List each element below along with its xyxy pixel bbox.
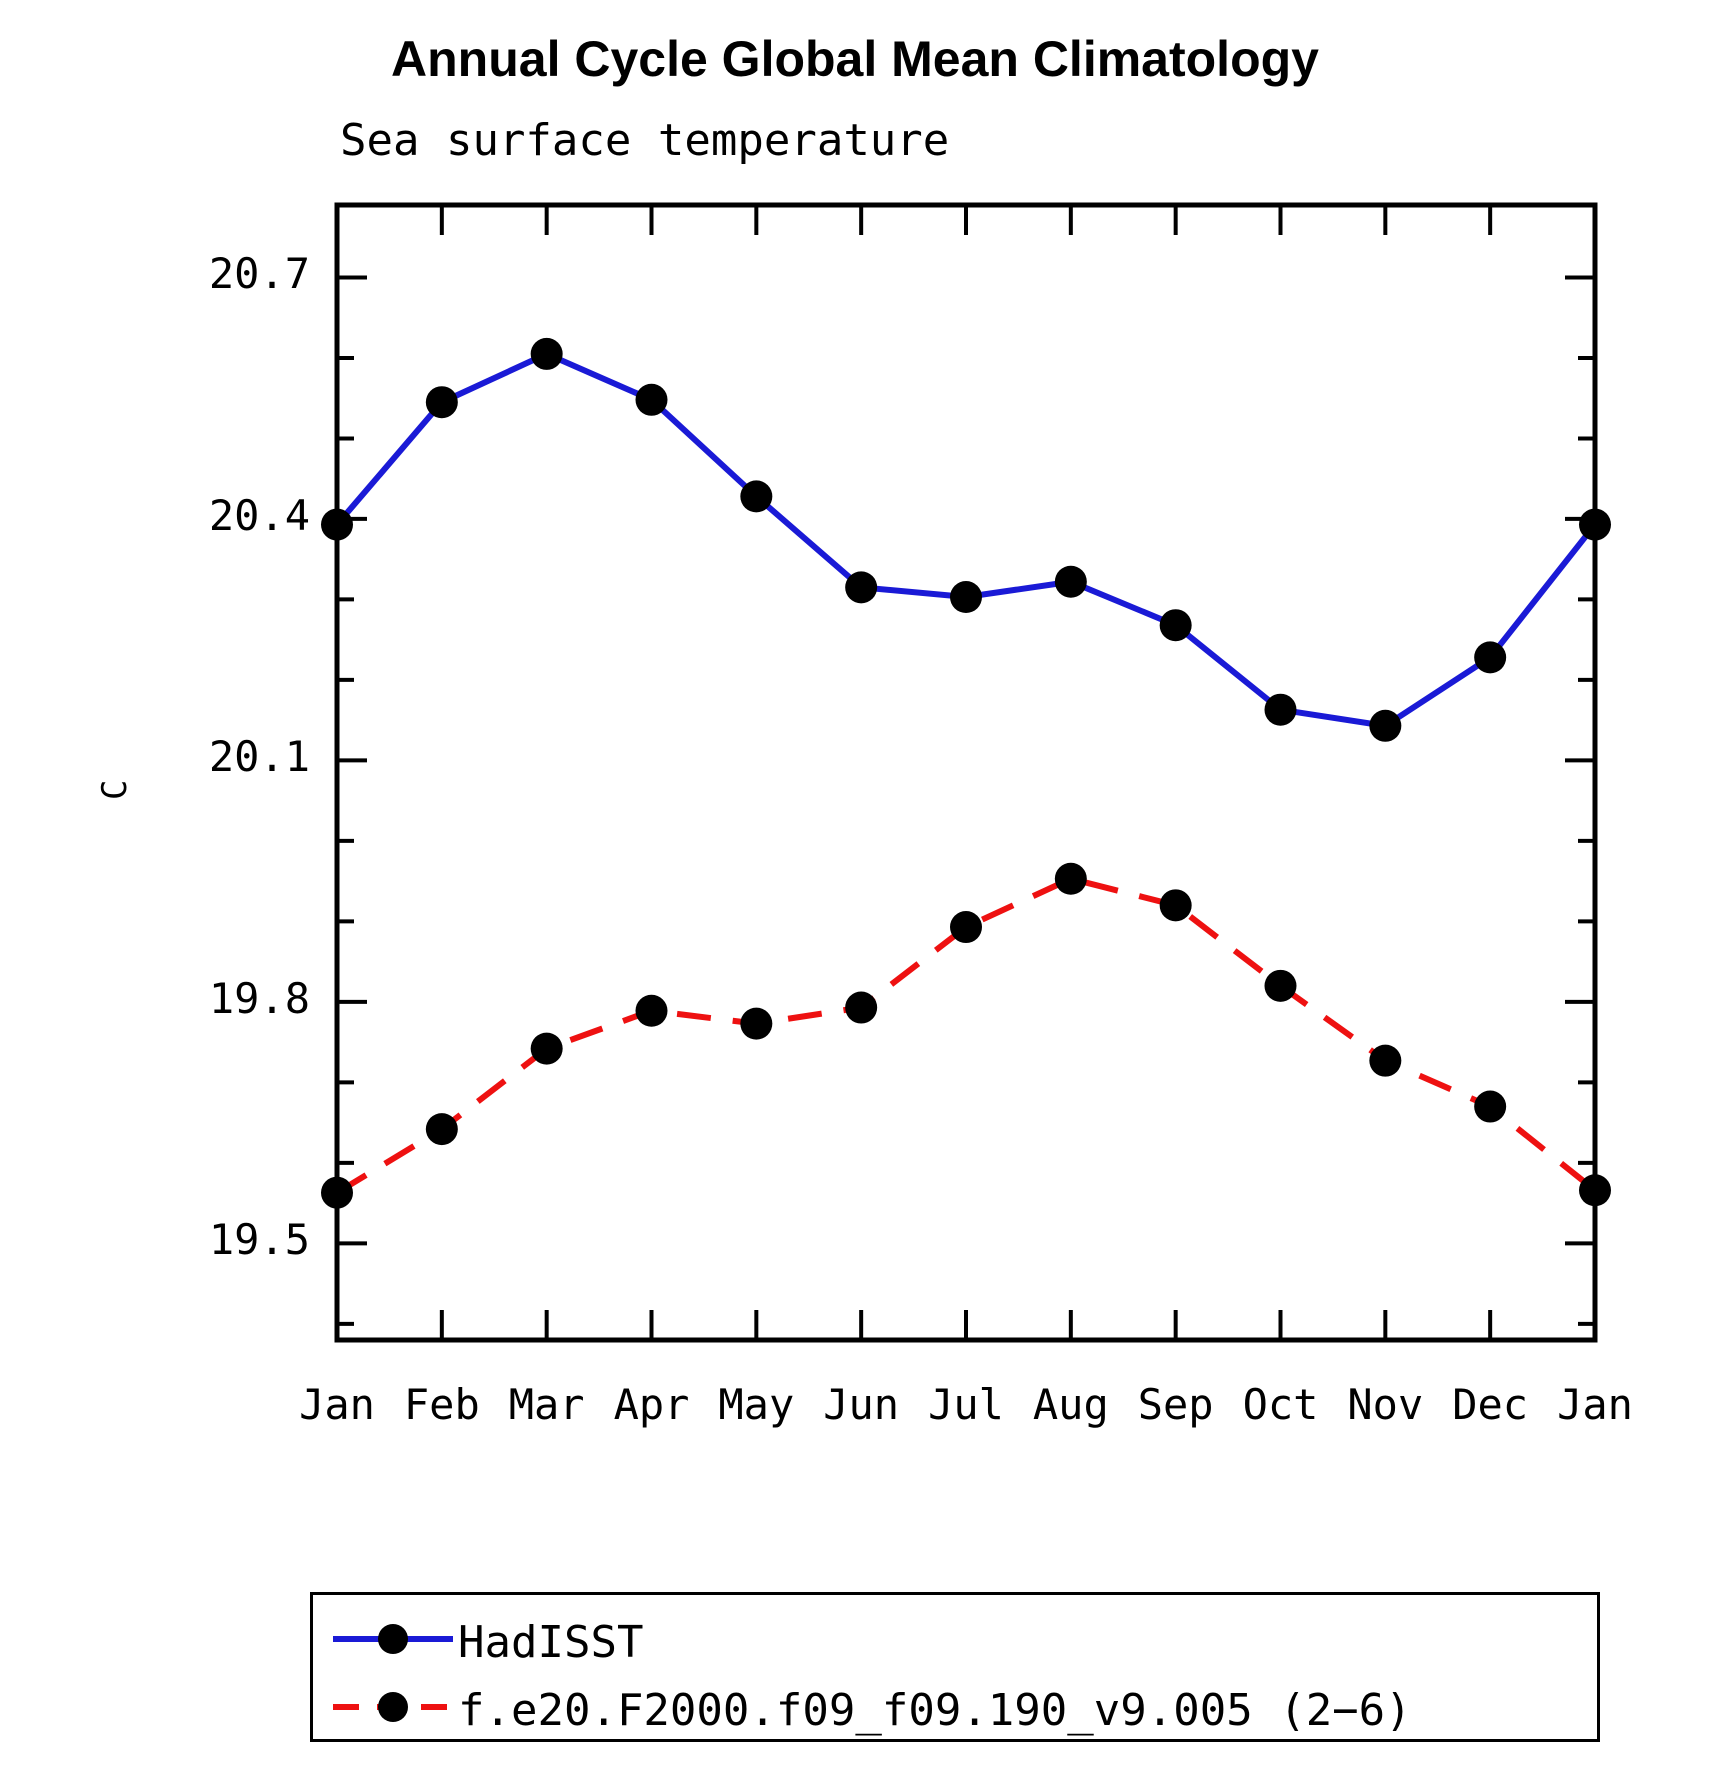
y-tick-label: 20.7	[208, 249, 310, 299]
data-point-marker	[1160, 609, 1192, 641]
x-tick-label: May	[718, 1380, 795, 1429]
y-tick-label: 20.4	[208, 490, 310, 540]
data-point-marker	[1579, 1174, 1611, 1206]
x-tick-label: Feb	[403, 1380, 480, 1429]
plot-frame	[337, 205, 1595, 1340]
data-point-marker	[1474, 1091, 1506, 1123]
data-point-marker	[426, 386, 458, 418]
data-point-marker	[1055, 863, 1087, 895]
x-tick-label: Dec	[1452, 1380, 1529, 1429]
y-axis-label: C	[95, 779, 135, 800]
chart-title: Annual Cycle Global Mean Climatology	[391, 31, 1319, 87]
data-point-marker	[636, 384, 668, 416]
data-point-marker	[636, 995, 668, 1027]
data-point-marker	[426, 1113, 458, 1145]
data-point-marker	[740, 480, 772, 512]
data-point-marker	[1579, 509, 1611, 541]
x-tick-label: Oct	[1242, 1380, 1319, 1429]
data-point-marker	[740, 1008, 772, 1040]
legend	[310, 1592, 1600, 1742]
data-point-marker	[845, 992, 877, 1024]
data-point-marker	[845, 571, 877, 603]
data-point-marker	[531, 1033, 563, 1065]
x-tick-label: Mar	[508, 1380, 585, 1429]
data-point-marker	[950, 911, 982, 943]
legend-label-0: HadISST	[458, 1617, 644, 1668]
data-point-marker	[1474, 641, 1506, 673]
series-line-0	[337, 354, 1595, 726]
data-point-marker	[1265, 970, 1297, 1002]
data-point-marker	[1369, 1045, 1401, 1077]
legend-marker-0	[378, 1624, 408, 1654]
legend-marker-1	[378, 1692, 408, 1722]
data-point-marker	[1369, 710, 1401, 742]
y-tick-label: 20.1	[208, 732, 310, 782]
data-point-marker	[321, 1177, 353, 1209]
data-point-marker	[950, 581, 982, 613]
y-tick-label: 19.5	[208, 1215, 310, 1265]
x-tick-label: Jan	[299, 1380, 375, 1429]
x-tick-label: Apr	[613, 1380, 690, 1429]
x-tick-label: Jun	[823, 1380, 900, 1429]
data-point-marker	[1160, 889, 1192, 921]
x-tick-label: Aug	[1032, 1380, 1109, 1429]
chart-subtitle: Sea surface temperature	[340, 115, 950, 166]
data-point-marker	[1265, 694, 1297, 726]
data-point-marker	[321, 509, 353, 541]
x-tick-label: Sep	[1137, 1380, 1214, 1429]
x-tick-label: Nov	[1347, 1380, 1424, 1429]
x-tick-label: Jul	[928, 1380, 1004, 1429]
data-point-marker	[531, 338, 563, 370]
x-tick-label: Jan	[1557, 1380, 1633, 1429]
legend-label-1: f.e20.F2000.f09_f09.190_v9.005 (2−6)	[458, 1685, 1412, 1736]
data-point-marker	[1055, 566, 1087, 598]
y-tick-label: 19.8	[208, 973, 310, 1023]
